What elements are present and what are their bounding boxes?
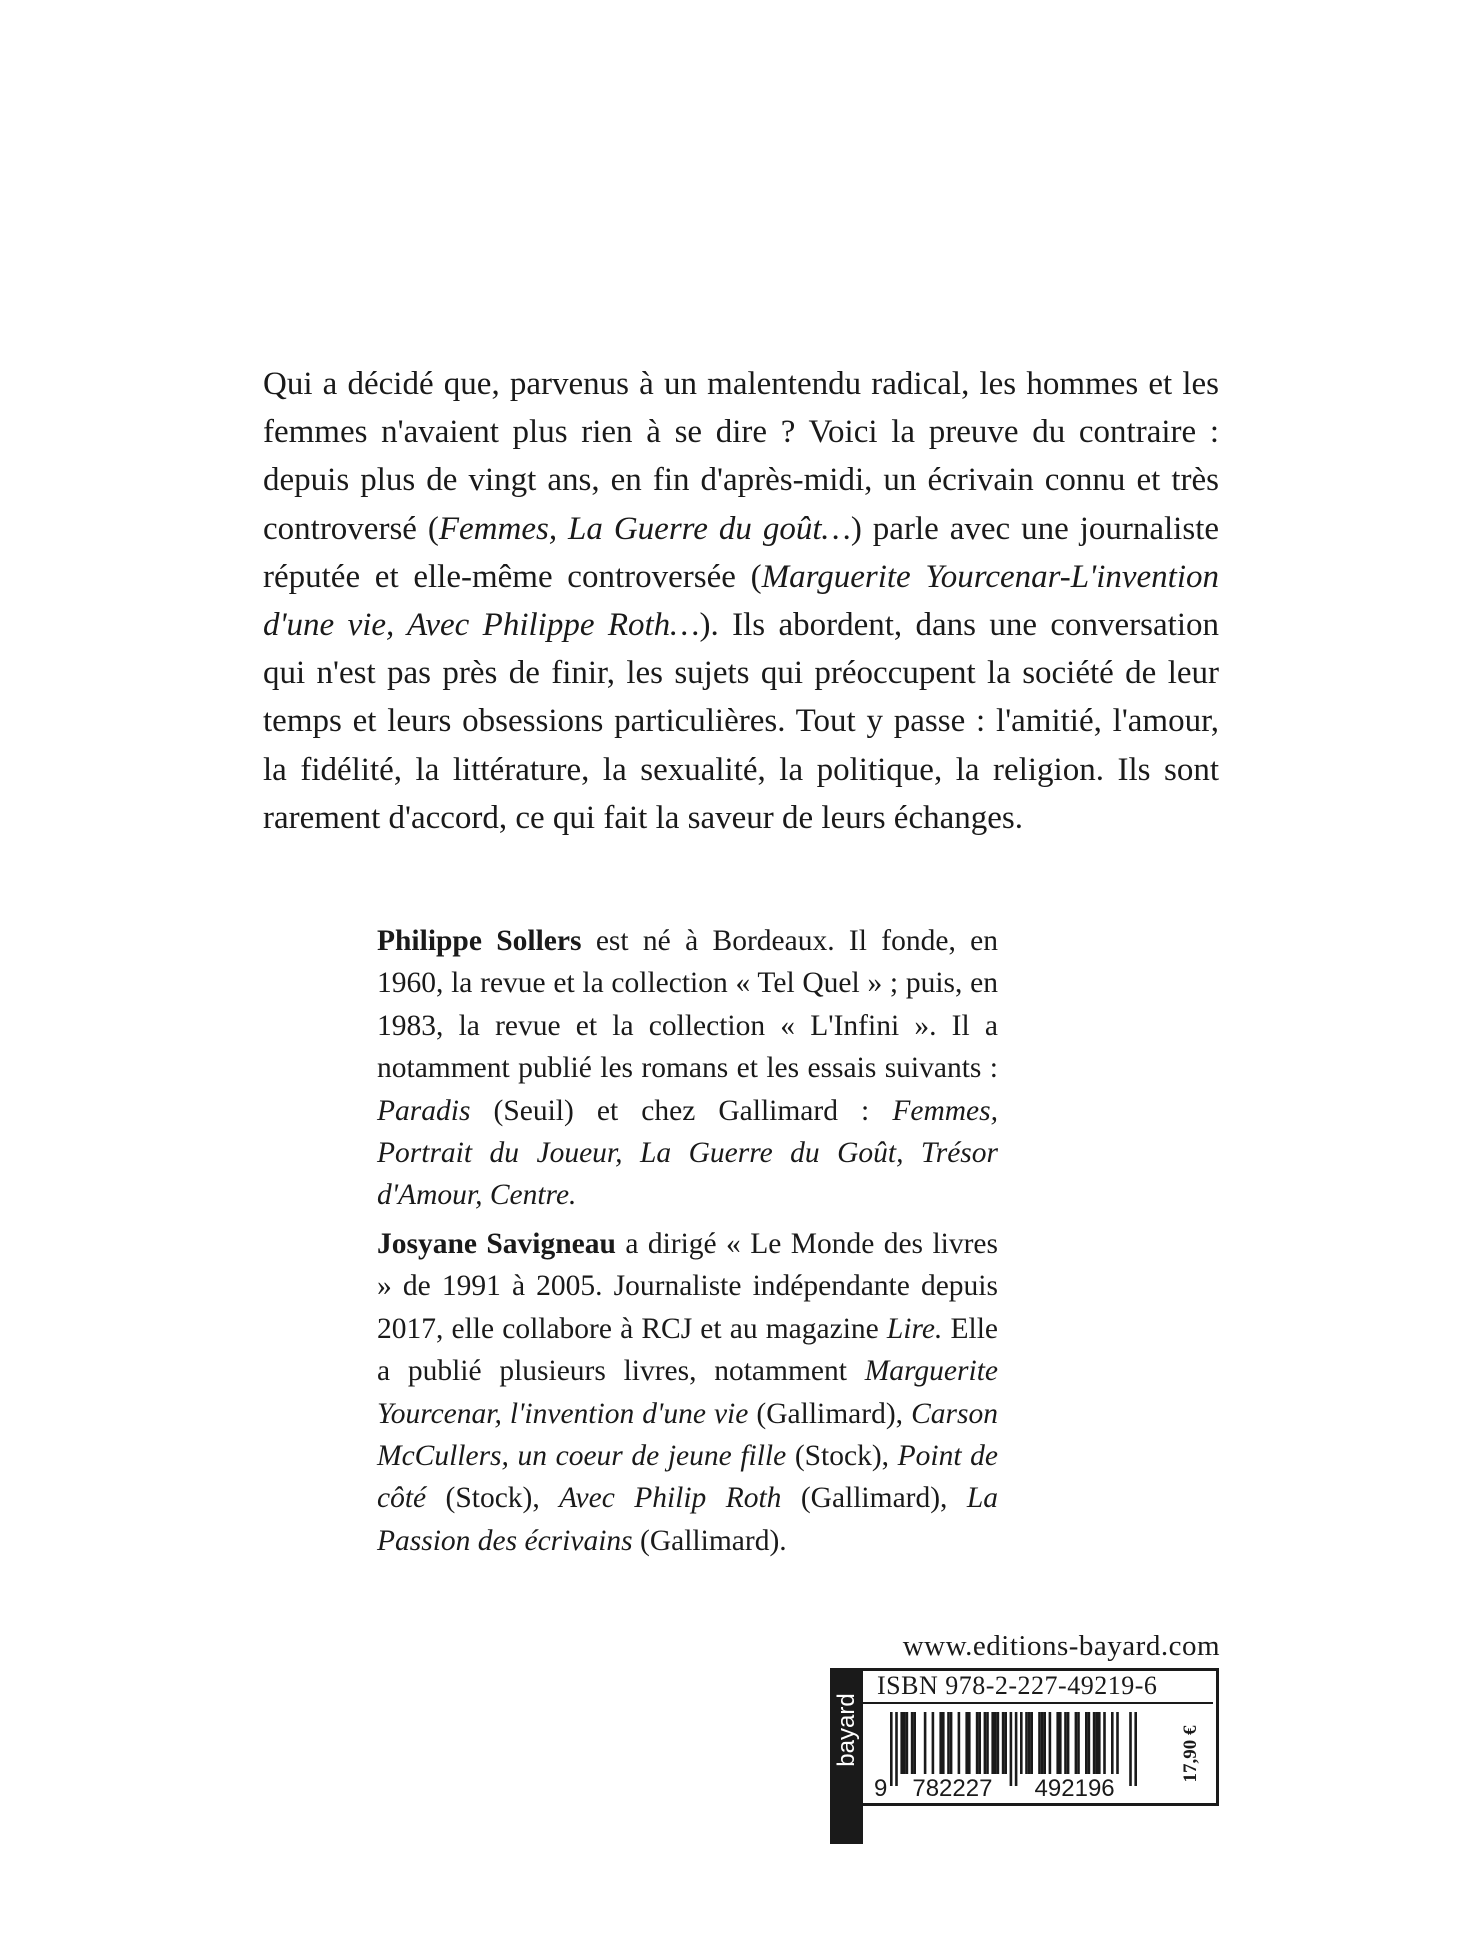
barcode-bar bbox=[984, 1712, 987, 1774]
publisher-logo-stub bbox=[830, 1800, 863, 1844]
publisher-website: www.editions-bayard.com bbox=[902, 1630, 1220, 1662]
barcode-bar bbox=[1020, 1712, 1023, 1774]
barcode-digits: 9 bbox=[874, 1775, 888, 1798]
barcode-bar bbox=[997, 1712, 1000, 1774]
barcode-digits: 492196 bbox=[1034, 1775, 1115, 1798]
barcode-bar bbox=[932, 1712, 935, 1774]
bio-title-italic: Carson McCullers, un coeur de jeune fille bbox=[377, 1397, 998, 1473]
bio-title-italic: La Passion des écrivains bbox=[377, 1482, 998, 1557]
barcode-bar bbox=[1004, 1712, 1007, 1774]
barcode-bar bbox=[978, 1712, 981, 1774]
author-bio-savigneau bbox=[377, 1223, 998, 1562]
barcode-bar bbox=[1049, 1712, 1052, 1774]
barcode-bar bbox=[986, 1712, 989, 1774]
author-name: Philippe Sollers bbox=[377, 925, 582, 957]
barcode-bar bbox=[1041, 1712, 1044, 1774]
barcode-bar bbox=[1015, 1712, 1018, 1786]
blurb-paragraph bbox=[263, 360, 1219, 842]
bio-title-italic: Lire. bbox=[886, 1312, 943, 1345]
barcode-bar bbox=[1098, 1712, 1101, 1774]
barcode-bar bbox=[1088, 1712, 1091, 1774]
barcode-bar bbox=[1116, 1712, 1119, 1774]
barcode-bar bbox=[1028, 1712, 1031, 1774]
barcode-bar bbox=[1064, 1712, 1067, 1774]
barcode-bar bbox=[1002, 1712, 1005, 1774]
barcode-digits: 782227 bbox=[912, 1775, 993, 1798]
barcode-bar bbox=[958, 1712, 961, 1774]
barcode-bar bbox=[950, 1712, 953, 1774]
barcode-bar bbox=[1067, 1712, 1070, 1774]
barcode-bar bbox=[911, 1712, 914, 1774]
barcode-bar bbox=[1111, 1712, 1114, 1774]
bio-text: (Seuil) et chez Gallimard : bbox=[470, 1094, 893, 1127]
barcode-bar bbox=[939, 1712, 942, 1774]
barcode-bar bbox=[1010, 1712, 1013, 1786]
barcode-bar bbox=[947, 1712, 950, 1774]
bio-text: (Stock), bbox=[426, 1482, 560, 1515]
bio-title-italic: Marguerite Yourcenar, l'invention d'une vie bbox=[377, 1355, 998, 1430]
barcode-bar bbox=[890, 1712, 893, 1786]
barcode-bar bbox=[968, 1712, 971, 1774]
barcode-bar bbox=[900, 1712, 903, 1774]
barcode-bar bbox=[1077, 1712, 1080, 1774]
barcode-bar bbox=[1056, 1712, 1059, 1774]
barcode bbox=[872, 1710, 1162, 1798]
isbn-divider bbox=[863, 1702, 1213, 1704]
barcode-bar bbox=[906, 1712, 909, 1774]
barcode-bar bbox=[1030, 1712, 1033, 1774]
bio-title-italic: Avec Philip Roth bbox=[559, 1482, 782, 1515]
isbn-number: ISBN 978-2-227-49219-6 bbox=[877, 1671, 1158, 1700]
barcode-bar bbox=[1103, 1712, 1106, 1774]
bio-text: (Gallimard), bbox=[748, 1397, 912, 1430]
barcode-bar bbox=[1043, 1712, 1046, 1774]
bio-title-italic: Paradis bbox=[377, 1094, 471, 1127]
barcode-bar bbox=[991, 1712, 994, 1774]
barcode-bar bbox=[1025, 1712, 1028, 1774]
barcode-bar bbox=[924, 1712, 927, 1774]
blurb-text: ) parle avec une journaliste réputée et elle-même controversée ( bbox=[263, 510, 1220, 595]
barcode-bar bbox=[976, 1712, 979, 1774]
blurb-title-italic: Marguerite Yourcenar-L'invention d'une vie, Avec Philippe Roth… bbox=[263, 558, 1220, 644]
barcode-bar bbox=[965, 1712, 968, 1774]
publisher-logo-text: bayard bbox=[832, 1693, 860, 1767]
barcode-bar bbox=[1095, 1712, 1098, 1774]
blurb-text: Qui a décidé que, parvenus à un malentendu radical, les hommes et les femmes n'avaient plus rien à se dire ? Voici la preuve du contraire : depuis plus de vingt ans, en fin d'après-midi, un écrivain connu et très controversé ( bbox=[263, 366, 1219, 547]
author-name: Josyane Savigneau bbox=[377, 1228, 616, 1260]
price-text: 17,90 € bbox=[1180, 1725, 1201, 1783]
blurb-text: ). Ils abordent, dans une conversation qui n'est pas près de finir, les sujets qui préoccupent la société de leur temps et leurs obsessions particulières. Tout y passe : l'amitié, l'amour, la fidélité, la littérature, la sexualité, la politique, la religion. Ils sont rarement d'accord, ce qui fait la saveur de leurs échanges. bbox=[263, 607, 1219, 836]
bio-text: est né à Bordeaux. Il fonde, en 1960, la revue et la collection « Tel Quel » ; puis, en 1983, la revue et la collection « L'Infini ». Il a notamment publié les romans et les essais suivants : bbox=[377, 925, 998, 1085]
blurb-title-italic: Femmes, La Guerre du goût… bbox=[438, 510, 851, 547]
barcode-bar bbox=[1093, 1712, 1096, 1774]
barcode-bar bbox=[913, 1712, 916, 1774]
author-bio-sollers bbox=[377, 920, 998, 1217]
barcode-bar bbox=[1129, 1712, 1132, 1786]
bio-text: a dirigé « Le Monde des livres » de 1991 à 2005. Journaliste indépendante depuis 2017, elle collabore à RCJ et au magazine bbox=[377, 1228, 998, 1345]
barcode-bar bbox=[942, 1712, 945, 1774]
barcode-bar bbox=[1059, 1712, 1062, 1774]
bio-text: Elle a publié plusieurs livres, notamment bbox=[377, 1312, 998, 1388]
barcode-bar bbox=[895, 1712, 898, 1786]
barcode-bar bbox=[994, 1712, 997, 1774]
bio-text: (Gallimard). bbox=[632, 1524, 787, 1557]
bio-text: (Stock), bbox=[786, 1440, 898, 1473]
barcode-bar bbox=[903, 1712, 906, 1774]
bio-title-italic: Point de côté bbox=[377, 1440, 999, 1515]
barcode-bar bbox=[1134, 1712, 1137, 1786]
bio-title-italic: Femmes, Portrait du Joueur, La Guerre du Goût, Trésor d'Amour, Centre. bbox=[377, 1094, 998, 1212]
barcode-bar bbox=[1075, 1712, 1078, 1774]
bio-text: (Gallimard), bbox=[781, 1482, 967, 1515]
barcode-bar bbox=[1038, 1712, 1041, 1774]
price-label bbox=[1176, 1712, 1206, 1796]
barcode-bar bbox=[1085, 1712, 1088, 1774]
